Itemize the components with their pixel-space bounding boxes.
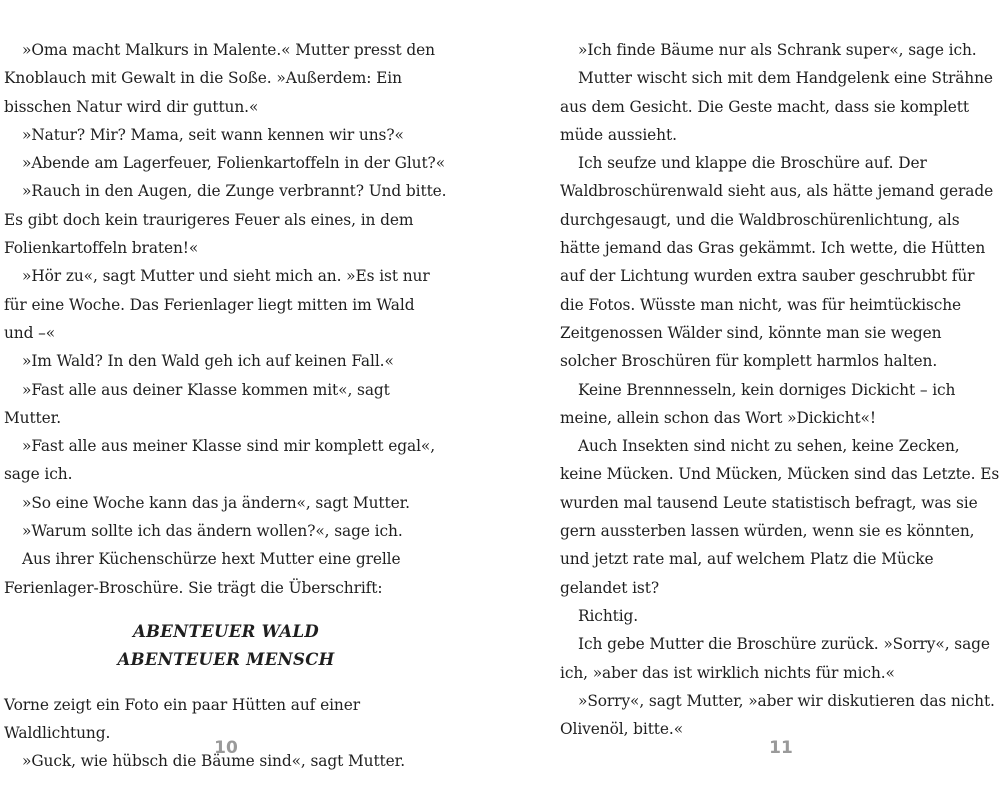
brochure-heading-line-2: ABENTEUER MENSCH	[117, 650, 335, 670]
paragraph: »Ich finde Bäume nur als Schrank super«, sage ich.	[578, 41, 977, 59]
left-page	[4, 36, 448, 775]
paragraph: »Natur? Mir? Mama, seit wann kennen wir uns?«	[22, 125, 404, 144]
paragraph: »Sorry«, sagt Mutter, »aber wir diskutieren das nicht. Olivenöl, bitte.«	[560, 691, 995, 739]
paragraph: Auch Insekten sind nicht zu sehen, keine Zecken, keine Mücken. Und Mücken, Mücken sind das Letzte. Es wurden mal tausend Leute statistisch befragt, was sie gern aussterben lassen würden, wenn sie es könnten, und jetzt rate mal, auf welchem Platz die Mücke gelandet ist?	[560, 437, 1000, 597]
paragraph: »Fast alle aus meiner Klasse sind mir komplett egal«, sage ich.	[4, 437, 436, 484]
paragraph: »Im Wald? In den Wald geh ich auf keinen Fall.«	[22, 352, 394, 371]
paragraph: »So eine Woche kann das ja ändern«, sagt Mutter.	[22, 493, 410, 512]
paragraph: »Hör zu«, sagt Mutter und sieht mich an. »Es ist nur für eine Woche. Das Ferienlager liegt mitten im Wald und –«	[4, 267, 430, 342]
paragraph: Vorne zeigt ein Foto ein paar Hütten auf einer Waldlichtung.	[4, 695, 360, 742]
paragraph: Ich gebe Mutter die Broschüre zurück. »Sorry«, sage ich, »aber das ist wirklich nichts für mich.«	[560, 635, 990, 682]
paragraph: Keine Brennnesseln, kein dorniges Dickicht – ich meine, allein schon das Wort »Dickicht«!	[560, 380, 956, 427]
paragraph: »Fast alle aus deiner Klasse kommen mit«, sagt Mutter.	[4, 380, 390, 427]
paragraph: »Guck, wie hübsch die Bäume sind«, sagt Mutter.	[22, 752, 406, 771]
page-number-left: 10	[214, 738, 238, 758]
paragraph: »Warum sollte ich das ändern wollen?«, sage ich.	[22, 522, 403, 541]
paragraph: »Rauch in den Augen, die Zunge verbrannt? Und bitte. Es gibt doch kein traurigeres Feuer als eines, in dem Folienkartoffeln braten!«	[4, 182, 447, 258]
paragraph: Ich seufze und klappe die Broschüre auf. Der Waldbroschürenwald sieht aus, als hätte jemand gerade durchgesaugt, und die Waldbroschürenlichtung, als hätte jemand das Gras gekämmt. Ich wette, die Hütten auf der Lichtung wurden extra sauber geschrubbt für die Fotos. Wüsste man nicht, was für heimtückische Zeitgenossen Wälder sind, könnte man sie wegen solcher Broschüren für komplett harmlos halten.	[560, 154, 994, 371]
paragraph: Aus ihrer Küchenschürze hext Mutter eine grelle Ferienlager-Broschüre. Sie trägt die Überschrift:	[4, 550, 401, 597]
paragraph: »Abende am Lagerfeuer, Folienkartoffeln in der Glut?«	[22, 154, 446, 173]
paragraph: Mutter wischt sich mit dem Handgelenk eine Strähne aus dem Gesicht. Die Geste macht, dass sie komplett müde aussieht.	[560, 69, 993, 144]
right-page	[560, 36, 1000, 743]
paragraph: Richtig.	[578, 606, 639, 625]
page-number-right: 11	[769, 738, 793, 758]
brochure-heading-line-1: ABENTEUER WALD	[132, 621, 320, 641]
brochure-heading	[4, 618, 448, 675]
paragraph: »Oma macht Malkurs in Malente.« Mutter presst den Knoblauch mit Gewalt in die Soße. »Außerdem: Ein bisschen Natur wird dir guttun.«	[4, 41, 435, 116]
